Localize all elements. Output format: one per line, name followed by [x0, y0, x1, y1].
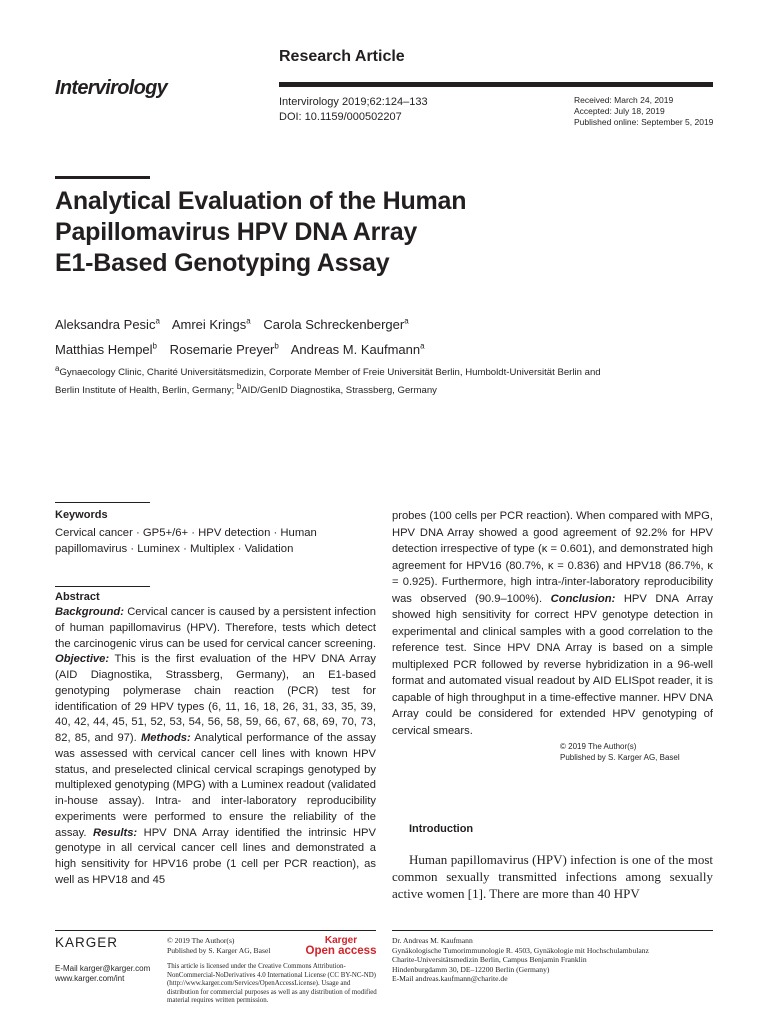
- author-row: [55, 311, 655, 335]
- footer-rule-right: [392, 930, 713, 931]
- title-line: E1-Based Genotyping Assay: [55, 249, 390, 277]
- citation-doi[interactable]: DOI: 10.1159/000502207: [279, 111, 402, 123]
- keywords-rule: [55, 502, 150, 503]
- published-date: Published online: September 5, 2019: [574, 117, 714, 127]
- title-line: Papillomavirus HPV DNA Array: [55, 218, 418, 246]
- corresponding-author: Dr. Andreas M. Kaufmann: [392, 936, 473, 945]
- keywords-heading: Keywords: [55, 509, 108, 521]
- publisher-logo: KARGER: [55, 935, 119, 950]
- author[interactable]: Rosemarie Preyer$^b$: [169, 341, 279, 357]
- author[interactable]: Matthias Hempel$^b$: [55, 341, 157, 357]
- article-title: [55, 186, 615, 279]
- correspondence: Dr. Andreas M. Kaufmann Gynäkologische Tumorimmunologie R. 4503, Gynäkologie mit Hochschulambulanz Charite-Universitätsmedizin Berlin, Campus Benjamin Franklin Hindenburgdamm 30, DE–12200 Berlin (Germany) E-Mail andreas.kaufmann@charite.de: [392, 936, 722, 984]
- publisher-website[interactable]: www.karger.com/int: [55, 974, 125, 983]
- footer-rule-left: [55, 930, 376, 931]
- abstract-rule: [55, 586, 150, 587]
- author-row: [55, 335, 655, 359]
- received-date: Received: March 24, 2019: [574, 95, 674, 105]
- author[interactable]: Carola Schreckenberger$^a$: [263, 317, 409, 333]
- author[interactable]: Aleksandra Pesic$^a$: [55, 317, 160, 333]
- license-notice: This article is licensed under the Creative Commons Attribution-NonCommercial-NoDerivatives 4.0 International License (CC BY-NC-ND) (http://www.karger.com/Services/OpenAccessLicense). Usage and distribution for commercial purposes as well as any distribution of modified material requires written permission.: [167, 963, 377, 1004]
- header-rule: [279, 82, 713, 87]
- abstract-text-right: probes (100 cells per PCR reaction). When compared with MPG, HPV DNA Array showed a good agreement of 92.2% for HPV detection irrespective of type (κ = 0.601), and demonstrated high agreement for HPV16 (80.7%, κ = 0.836) and HPV18 (86.7%, κ = 0.925). Furthermore, high intra-/inter-laboratory reproducibility was observed (90.9–100%). Conclusion: HPV DNA Array showed high sensitivity for correct HPV genotype detection in experimental and clinical samples with a good correlation to the reference test. Since HPV DNA Array is based on a simple multiplexed PCR followed by reverse hybridization in a 96-well format and automated visual readout by AID ELISpot reader, it is capable of high throughput in a time-effective manner. HPV DNA Array could be considered for extended HPV genotyping of cervical smears.: [392, 510, 713, 737]
- abstract-copyright: © 2019 The Author(s) Published by S. Karger AG, Basel: [560, 742, 680, 762]
- abstract-text-left: Background: Cervical cancer is caused by a persistent infection of human papillomavirus (HPV). Therefore, tests which detect the carcinogenic virus can be used for cervical cancer screening. Objective: This is the first evaluation of the HPV DNA Array (AID Diagnostika, Strassberg, Germany), an E1-based genotyping polymerase chain reaction (PCR) test for identification of 29 HPV types (6, 11, 16, 18, 26, 31, 33, 35, 39, 40, 42, 44, 45, 51, 52, 53, 54, 56, 58, 59, 66, 67, 68, 69, 70, 73, 82, 85, and 97). Methods: Analytical performance of the assay was assessed with cervical cancer cell lines with known HPV status, and preselected clinical cervical scrapings genotyped by multiplexed genotyping (MPG) with a Luminex readout (validated in-house assay). Intra- and inter-laboratory reproducibility experiments were performed to ensure the reliability of the assay. Results: HPV DNA Array identified the intrinsic HPV genotype in all cervical cancer cell lines and demonstrated a high sensitivity for HPV16 probe (1 cell per PCR reaction), as well as HPV18 and 45: [55, 606, 377, 886]
- affiliations: $^a$Gynaecology Clinic, Charité Universitätsmedizin, Corporate Member of Freie Universität Berlin, Humboldt-Universität Berlin and Berlin Institute of Health, Berlin, Germany; $^b$AID/GenID Diagnostika, Strassberg, Germany: [55, 364, 601, 397]
- title-line: Analytical Evaluation of the Human: [55, 187, 467, 215]
- corresponding-email[interactable]: E-Mail andreas.kaufmann@charite.de: [392, 974, 508, 984]
- open-access-logo: Karger Open access: [305, 935, 377, 957]
- publisher-email[interactable]: E-Mail karger@karger.com: [55, 964, 151, 973]
- article-dates: [574, 95, 713, 128]
- author[interactable]: Amrei Krings$^a$: [171, 317, 251, 333]
- title-rule: [55, 176, 150, 179]
- citation: [279, 95, 428, 125]
- keywords-list: Cervical cancer · GP5+/6+ · HPV detection · Human papillomavirus · Luminex · Multiplex · Validation: [55, 527, 317, 555]
- author-list: [55, 311, 655, 360]
- article-type: Research Article: [279, 48, 405, 65]
- footer-copyright: © 2019 The Author(s) Published by S. Karger AG, Basel: [167, 936, 271, 955]
- citation-volume: Intervirology 2019;62:124–133: [279, 96, 428, 108]
- journal-logo: Intervirology: [55, 77, 168, 99]
- accepted-date: Accepted: July 18, 2019: [574, 106, 665, 116]
- abstract-heading: Abstract: [55, 591, 100, 603]
- introduction-text: Human papillomavirus (HPV) infection is one of the most common sexually transmitted infections among sexually active women [1]. There are more than 40 HPV: [392, 852, 713, 901]
- introduction-heading: Introduction: [409, 823, 474, 835]
- publisher-contact: [55, 964, 150, 984]
- author[interactable]: Andreas M. Kaufmann$^a$: [290, 341, 425, 357]
